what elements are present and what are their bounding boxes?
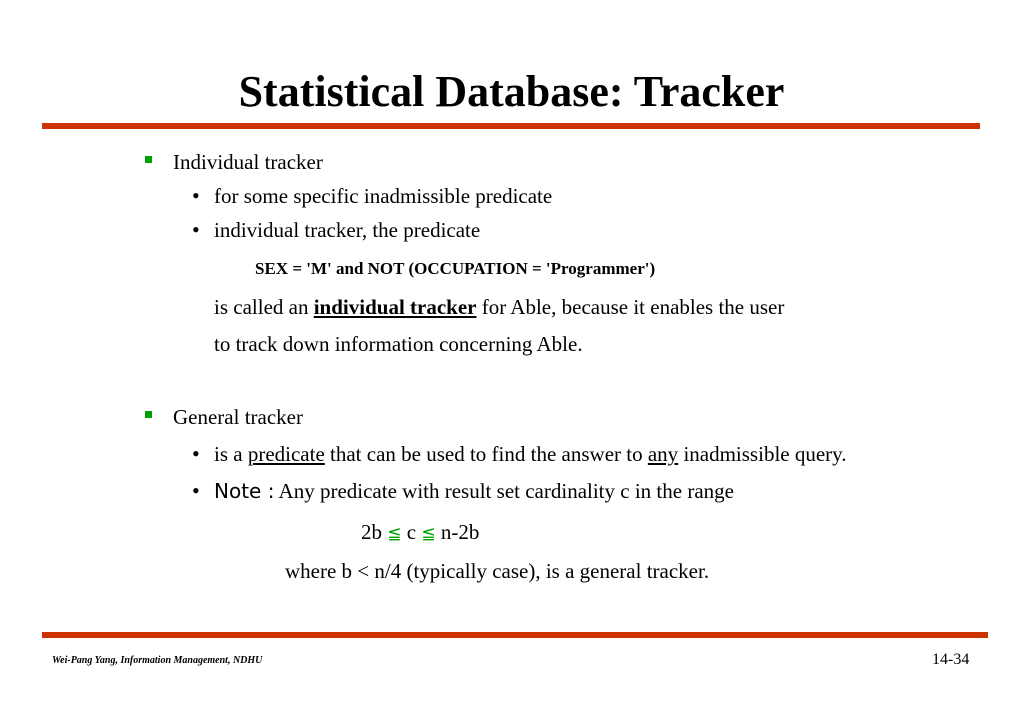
top-divider	[42, 123, 980, 129]
bullet-note	[214, 479, 734, 503]
page-number: 14-34	[932, 651, 970, 668]
range-text: 2b	[361, 520, 388, 544]
paragraph-track-down: to track down information concerning Able.	[214, 332, 583, 356]
range-text: c	[401, 520, 422, 544]
term-individual-tracker: individual tracker	[313, 295, 477, 319]
round-bullet-icon: •	[192, 441, 200, 466]
para-text: is called an	[214, 295, 314, 319]
term-any: any	[647, 442, 679, 466]
section-heading-general: General tracker	[173, 405, 303, 429]
bullet-text: inadmissible query.	[678, 442, 847, 466]
round-bullet-icon: •	[192, 183, 200, 208]
square-bullet-icon	[145, 411, 152, 418]
note-text: Any predicate with result set cardinality c in the range	[274, 479, 734, 503]
bullet-general-predicate	[214, 442, 847, 466]
round-bullet-icon: •	[192, 478, 200, 503]
bottom-divider	[42, 632, 988, 638]
cardinality-range	[361, 520, 479, 546]
where-clause: where b < n/4 (typically case), is a general tracker.	[285, 559, 710, 583]
less-equal-symbol: ≦	[387, 524, 402, 544]
bullet-text: that can be used to find the answer to	[324, 442, 648, 466]
bullet-text: is a	[214, 442, 248, 466]
square-bullet-icon	[145, 156, 152, 163]
less-equal-symbol: ≦	[421, 524, 436, 544]
bullet-specific-predicate: for some specific inadmissible predicate	[214, 184, 553, 208]
slide-title: Statistical Database: Tracker	[238, 67, 785, 116]
paragraph-individual-tracker	[214, 295, 784, 319]
note-label: Note :	[214, 479, 275, 503]
round-bullet-icon: •	[192, 217, 200, 242]
footer-author: Wei-Pang Yang, Information Management, NDHU	[52, 655, 263, 666]
range-text: n-2b	[435, 520, 480, 544]
section-heading-individual: Individual tracker	[173, 150, 323, 174]
term-predicate: predicate	[247, 442, 325, 466]
bullet-individual-tracker: individual tracker, the predicate	[214, 218, 481, 242]
predicate-formula: SEX = 'M' and NOT (OCCUPATION = 'Programmer')	[255, 259, 656, 278]
para-text: for Able, because it enables the user	[476, 295, 785, 319]
